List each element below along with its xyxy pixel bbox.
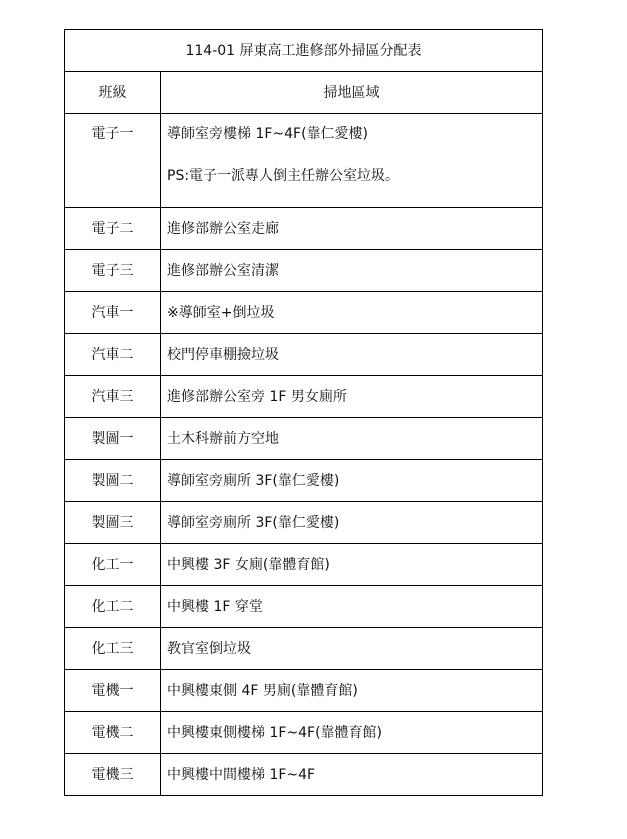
table-row (65, 670, 543, 712)
table-row (65, 334, 543, 376)
class-cell: 電機二 (65, 712, 161, 754)
header-area: 掃地區域 (161, 72, 543, 114)
table-row (65, 628, 543, 670)
header-row (65, 72, 543, 114)
area-cell: 中興樓中間樓梯 1F~4F (161, 754, 543, 796)
area-cell: 進修部辦公室旁 1F 男女廁所 (161, 376, 543, 418)
table-row (65, 376, 543, 418)
table-row (65, 292, 543, 334)
table-row (65, 502, 543, 544)
area-cell: 中興樓東側樓梯 1F~4F(靠體育館) (161, 712, 543, 754)
table-row (65, 208, 543, 250)
area-cell: ※導師室+倒垃圾 (161, 292, 543, 334)
class-cell: 化工三 (65, 628, 161, 670)
area-cell: 中興樓東側 4F 男廁(靠體育館) (161, 670, 543, 712)
table-row (65, 418, 543, 460)
class-cell: 電子三 (65, 250, 161, 292)
area-cell: 進修部辦公室走廊 (161, 208, 543, 250)
area-cell: 導師室旁廁所 3F(靠仁愛樓) (161, 502, 543, 544)
area-cell: 教官室倒垃圾 (161, 628, 543, 670)
title-row (65, 30, 543, 72)
area-cell: 導師室旁廁所 3F(靠仁愛樓) (161, 460, 543, 502)
class-cell: 化工一 (65, 544, 161, 586)
area-cell: 進修部辦公室清潔 (161, 250, 543, 292)
area-cell: 校門停車棚撿垃圾 (161, 334, 543, 376)
class-cell: 電機三 (65, 754, 161, 796)
class-cell: 汽車三 (65, 376, 161, 418)
table-row (65, 754, 543, 796)
class-cell: 製圖三 (65, 502, 161, 544)
class-cell: 汽車二 (65, 334, 161, 376)
class-cell: 化工二 (65, 586, 161, 628)
table-row (65, 712, 543, 754)
allocation-table (64, 29, 543, 796)
class-cell: 製圖二 (65, 460, 161, 502)
table-row (65, 460, 543, 502)
area-cell: 中興樓 1F 穿堂 (161, 586, 543, 628)
table-row (65, 114, 543, 208)
class-cell: 電機一 (65, 670, 161, 712)
class-cell: 電子一 (65, 114, 161, 208)
table-row (65, 544, 543, 586)
table-row (65, 250, 543, 292)
table-title: 114-01 屏東高工進修部外掃區分配表 (65, 30, 543, 72)
area-note: PS:電子一派專人倒主任辦公室垃圾。 (167, 168, 400, 184)
class-cell: 製圖一 (65, 418, 161, 460)
area-text: 導師室旁樓梯 1F~4F(靠仁愛樓) (167, 126, 369, 142)
table-row (65, 586, 543, 628)
class-cell: 電子二 (65, 208, 161, 250)
header-class: 班級 (65, 72, 161, 114)
area-cell: 土木科辦前方空地 (161, 418, 543, 460)
class-cell: 汽車一 (65, 292, 161, 334)
area-cell (161, 114, 543, 208)
area-cell: 中興樓 3F 女廁(靠體育館) (161, 544, 543, 586)
